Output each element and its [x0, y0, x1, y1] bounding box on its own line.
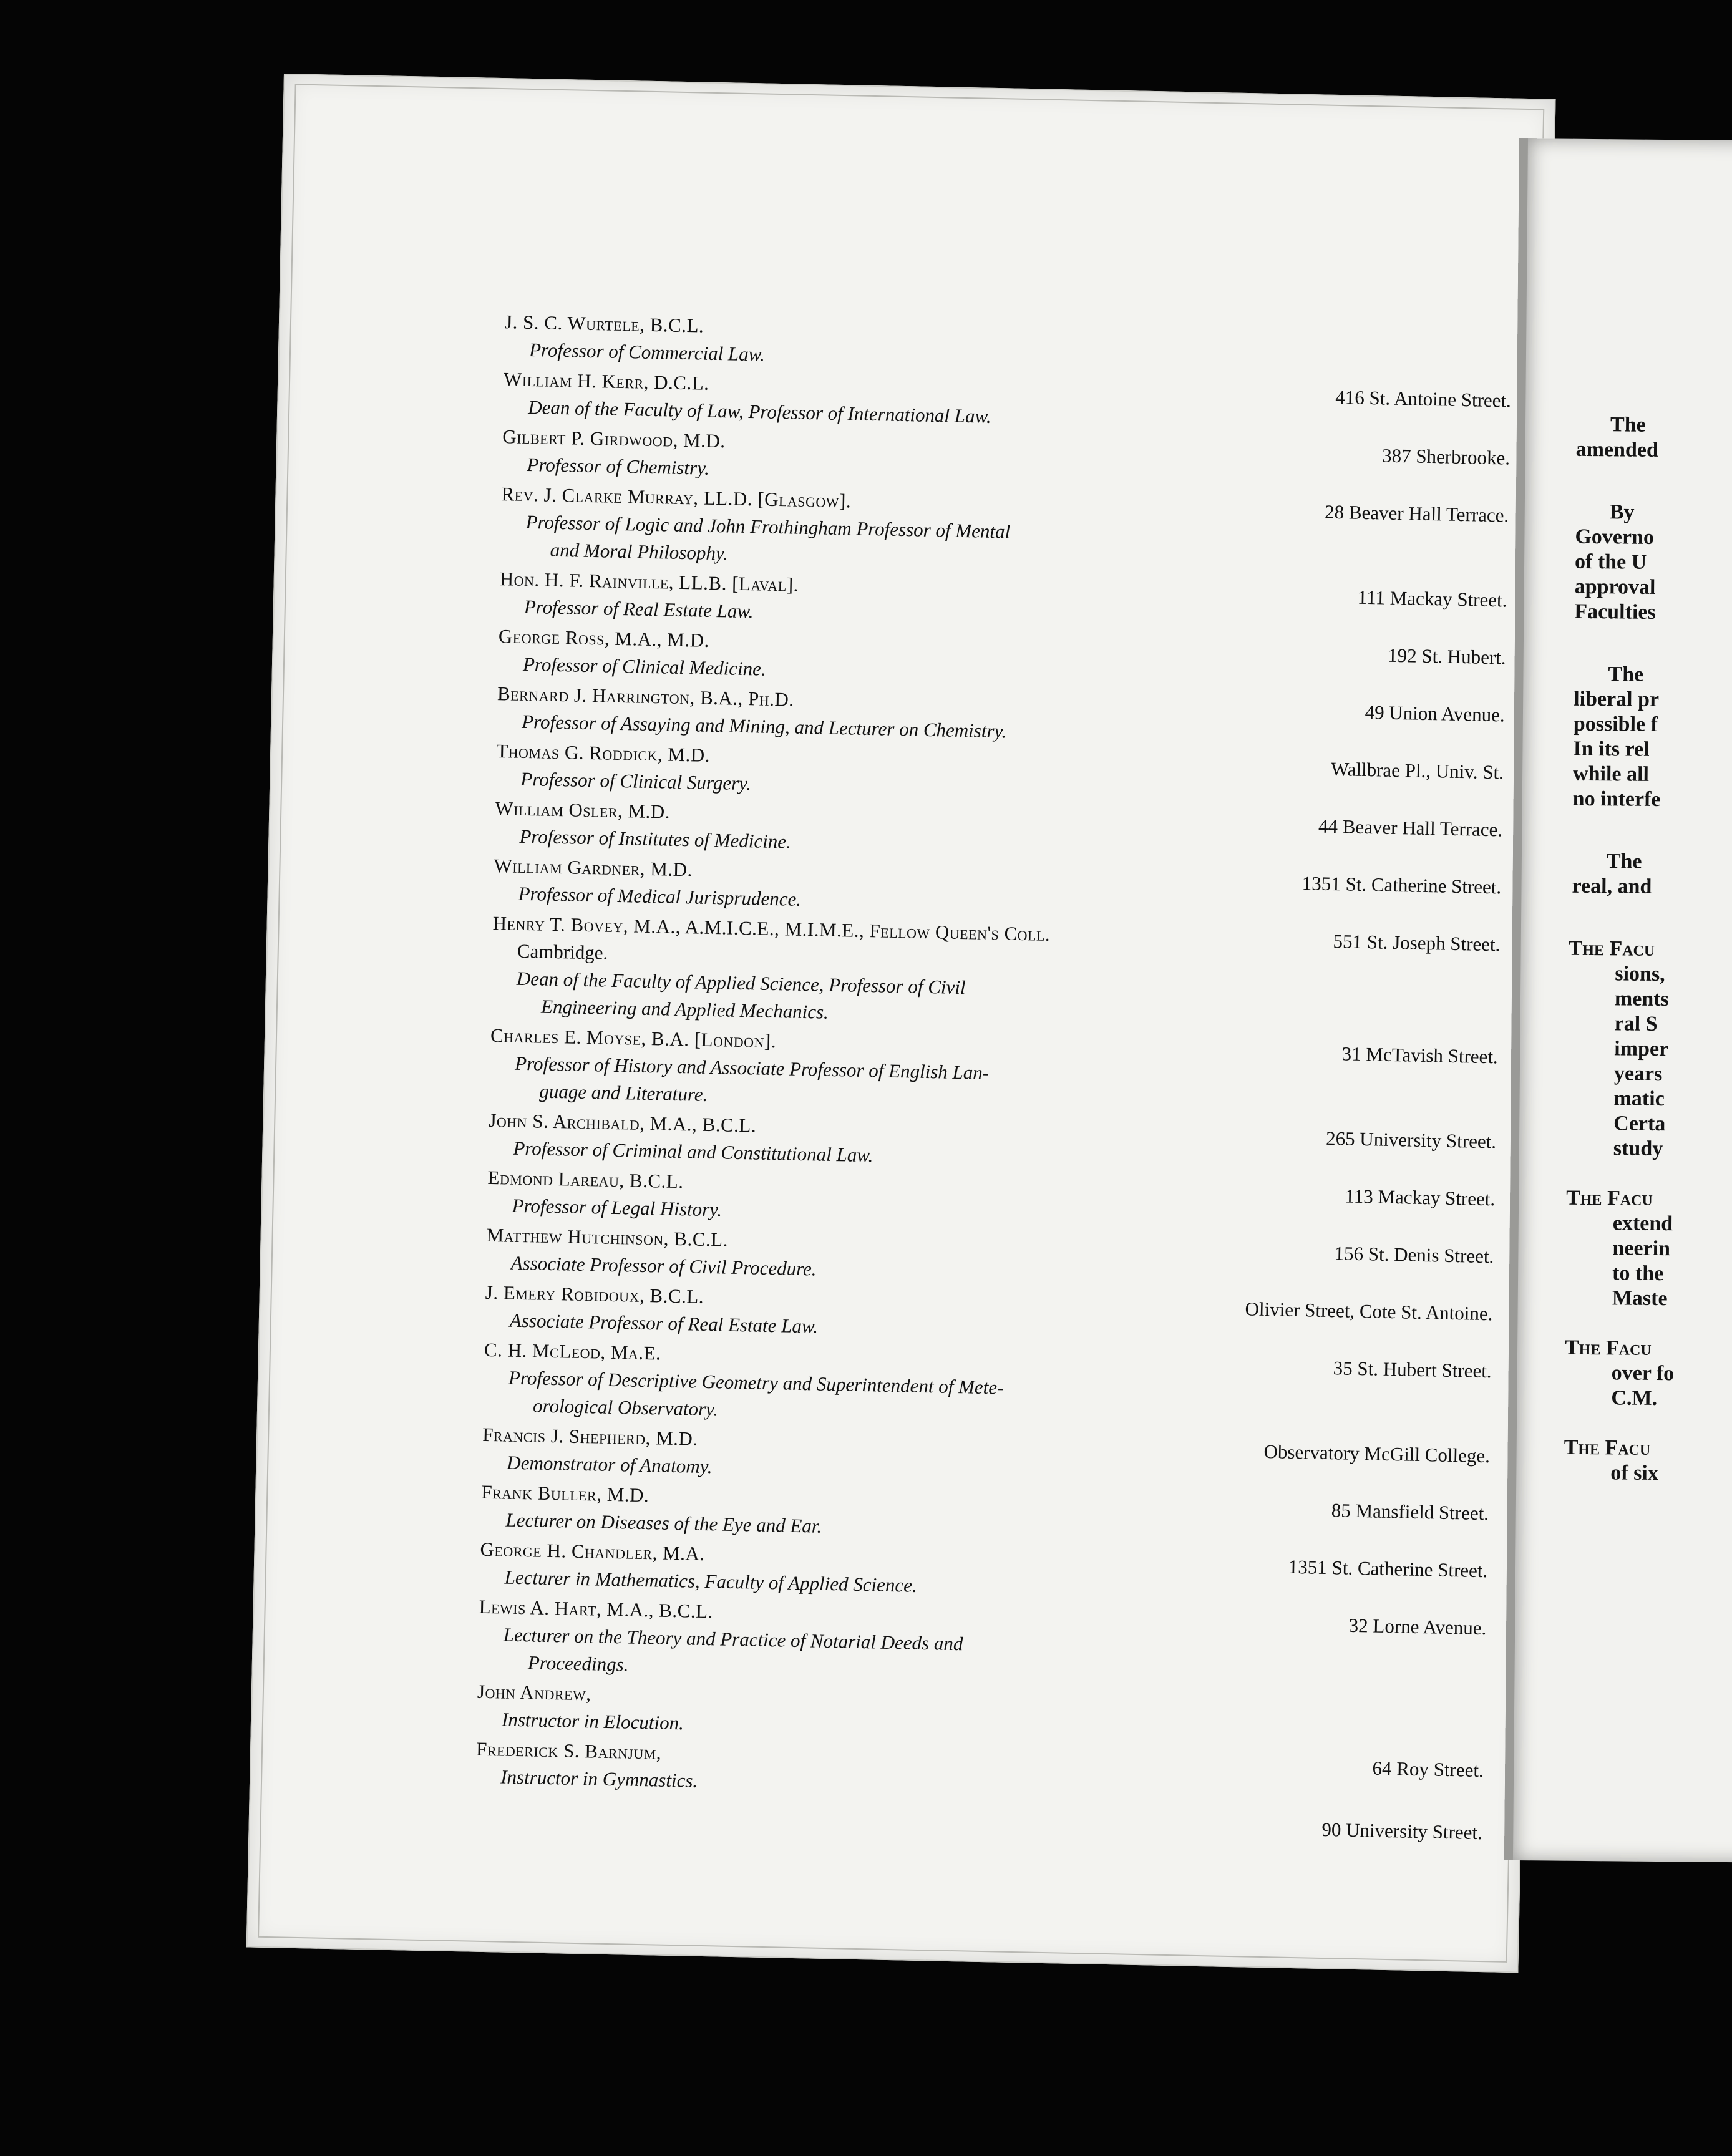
faculty-title: Lecturer in Mathematics, Faculty of Applied Science. — [504, 1566, 918, 1596]
right-page-line: Governo — [1575, 525, 1655, 549]
faculty-name: Frederick S. Barnjum, — [475, 1737, 662, 1764]
right-page-line: to the — [1612, 1261, 1664, 1286]
right-page-line: ral S — [1614, 1012, 1658, 1036]
faculty-name: Frank Buller, M.D. — [481, 1480, 650, 1507]
faculty-name: Edmond Lareau, B.C.L. — [487, 1166, 684, 1193]
faculty-title: Associate Professor of Real Estate Law. — [509, 1309, 819, 1338]
faculty-address: 64 Roy Street. — [1372, 1757, 1484, 1782]
faculty-name-continuation: Cambridge. — [517, 940, 608, 964]
faculty-title: Lecturer on the Theory and Practice of Notarial Deeds and — [503, 1623, 963, 1655]
right-page-line: ments — [1614, 987, 1670, 1011]
faculty-title: Professor of History and Associate Professor of English Lan- — [514, 1052, 990, 1084]
right-page-line: possible f — [1573, 712, 1658, 736]
right-page-line: over fo — [1611, 1361, 1675, 1386]
right-page-line: The Facu — [1568, 936, 1655, 961]
faculty-name: Bernard J. Harrington, B.A., Ph.D. — [497, 682, 794, 711]
faculty-name: Rev. J. Clarke Murray, LL.D. [Glasgow]. — [501, 483, 852, 512]
faculty-name: John Andrew, — [477, 1680, 591, 1705]
faculty-name: Francis J. Shepherd, M.D. — [482, 1423, 698, 1450]
faculty-title: Professor of Legal History. — [512, 1194, 722, 1221]
faculty-address: 31 McTavish Street. — [1341, 1042, 1499, 1068]
faculty-name: Henry T. Bovey, M.A., A.M.I.C.E., M.I.M.E., Fellow Queen's Coll. — [492, 911, 1051, 945]
faculty-title: Professor of Medical Jurisprudence. — [518, 882, 802, 910]
faculty-name: George Ross, M.A., M.D. — [498, 625, 710, 651]
faculty-address: 90 University Street. — [1321, 1818, 1483, 1844]
faculty-address: Observatory McGill College. — [1263, 1440, 1491, 1467]
right-page — [1504, 138, 1732, 1862]
faculty-title: Engineering and Applied Mechanics. — [540, 995, 829, 1023]
faculty-title: Professor of Chemistry. — [527, 453, 710, 479]
page-border — [258, 84, 1544, 1963]
faculty-address: 32 Lorne Avenue. — [1348, 1614, 1487, 1639]
right-page-line: Maste — [1612, 1286, 1668, 1311]
right-page-line: The Facu — [1564, 1336, 1652, 1360]
right-page-line: of six — [1610, 1461, 1658, 1485]
faculty-name: William H. Kerr, D.C.L. — [503, 368, 709, 394]
right-page-line: real, and — [1572, 874, 1652, 898]
right-page-line: approval — [1574, 575, 1656, 599]
faculty-name: J. S. C. Wurtele, B.C.L. — [504, 311, 704, 337]
right-page-line: of the U — [1574, 550, 1647, 574]
faculty-name: George H. Chandler, M.A. — [480, 1538, 705, 1565]
faculty-address: 44 Beaver Hall Terrace. — [1318, 815, 1503, 841]
faculty-address: 1351 St. Catherine Street. — [1288, 1555, 1488, 1582]
faculty-address: 387 Sherbrooke. — [1381, 444, 1511, 469]
faculty-name: Lewis A. Hart, M.A., B.C.L. — [479, 1595, 714, 1623]
right-page-line: The — [1610, 413, 1646, 437]
faculty-title: Professor of Real Estate Law. — [523, 595, 754, 623]
right-page-text — [1519, 138, 1732, 1485]
faculty-title: guage and Literature. — [538, 1080, 708, 1105]
faculty-name: William Osler, M.D. — [495, 797, 671, 823]
faculty-address: 1351 St. Catherine Street. — [1301, 872, 1502, 898]
faculty-title: Instructor in Gymnastics. — [500, 1765, 698, 1792]
faculty-address: 156 St. Denis Street. — [1334, 1242, 1494, 1268]
faculty-title: Proceedings. — [527, 1651, 629, 1676]
right-page-line: The — [1606, 850, 1642, 873]
faculty-title: Instructor in Elocution. — [501, 1708, 684, 1734]
right-page-line: years — [1613, 1062, 1663, 1086]
right-page-line: Faculties — [1574, 600, 1656, 624]
right-page-line: amended — [1575, 437, 1659, 462]
left-page — [246, 74, 1556, 1973]
right-page-line: sions, — [1615, 962, 1665, 986]
faculty-address: Olivier Street, Cote St. Antoine. — [1245, 1298, 1493, 1325]
faculty-address: Wallbrae Pl., Univ. St. — [1330, 757, 1504, 784]
faculty-title: Professor of Logic and John Frothingham Professor of Mental — [525, 510, 1011, 543]
faculty-address: 416 St. Antoine Street. — [1335, 386, 1512, 412]
right-page-line: neerin — [1612, 1236, 1671, 1261]
right-page-line: By — [1609, 500, 1635, 524]
faculty-title: Professor of Criminal and Constitutional Law. — [513, 1137, 873, 1167]
right-page-line: study — [1613, 1137, 1663, 1161]
faculty-title: Professor of Clinical Surgery. — [520, 767, 752, 795]
faculty-title: Associate Professor of Civil Procedure. — [510, 1251, 817, 1280]
faculty-title: Professor of Commercial Law. — [528, 338, 766, 366]
faculty-title: Dean of the Faculty of Applied Science, Professor of Civil — [516, 967, 966, 999]
faculty-address: 192 St. Hubert. — [1387, 644, 1506, 669]
faculty-name: John S. Archibald, M.A., B.C.L. — [489, 1109, 757, 1137]
faculty-address: 28 Beaver Hall Terrace. — [1324, 500, 1509, 527]
right-page-line: imper — [1614, 1037, 1669, 1061]
faculty-address: 113 Mackay Street. — [1345, 1185, 1496, 1210]
faculty-address: 111 Mackay Street. — [1357, 586, 1507, 611]
faculty-address: 85 Mansfield Street. — [1331, 1499, 1489, 1525]
faculty-address: 49 Union Avenue. — [1365, 701, 1506, 726]
faculty-name: Charles E. Moyse, B.A. [London]. — [490, 1024, 777, 1052]
right-page-line: The Facu — [1566, 1186, 1653, 1210]
faculty-name: Matthew Hutchinson, B.C.L. — [486, 1223, 729, 1251]
faculty-address: 35 St. Hubert Street. — [1333, 1357, 1492, 1382]
right-page-line: no interfe — [1572, 787, 1661, 812]
faculty-address: 265 University Street. — [1325, 1127, 1497, 1153]
faculty-name: C. H. McLeod, Ma.E. — [484, 1338, 661, 1364]
faculty-title: Dean of the Faculty of Law, Professor of International Law. — [528, 396, 992, 427]
faculty-title: Lecturer on Diseases of the Eye and Ear. — [505, 1508, 822, 1537]
faculty-title: Demonstrator of Anatomy. — [507, 1451, 713, 1478]
right-page-line: C.M. — [1611, 1386, 1658, 1411]
faculty-title: and Moral Philosophy. — [550, 538, 729, 565]
faculty-name: Thomas G. Roddick, M.D. — [495, 740, 711, 766]
faculty-title: Professor of Institutes of Medicine. — [519, 825, 792, 853]
faculty-name: J. Emery Robidoux, B.C.L. — [485, 1281, 704, 1308]
faculty-title: Professor of Assaying and Mining, and Lecturer on Chemistry. — [521, 710, 1007, 742]
right-page-line: matic — [1613, 1087, 1665, 1111]
right-page-line: The — [1608, 663, 1644, 686]
faculty-name: Gilbert P. Girdwood, M.D. — [502, 425, 726, 452]
faculty-title: Professor of Clinical Medicine. — [522, 653, 767, 680]
faculty-title: Professor of Descriptive Geometry and Superintendent of Mete- — [508, 1366, 1004, 1399]
faculty-address: 551 St. Joseph Street. — [1333, 930, 1501, 956]
right-page-line: while all — [1572, 762, 1650, 786]
right-page-line: liberal pr — [1574, 687, 1660, 711]
right-page-line: The Facu — [1564, 1435, 1651, 1460]
right-page-line: extend — [1612, 1212, 1673, 1236]
right-page-line: In its rel — [1573, 737, 1650, 761]
right-page-line: Certa — [1613, 1112, 1666, 1136]
faculty-name: William Gardner, M.D. — [494, 855, 693, 881]
faculty-name: Hon. H. F. Rainville, LL.B. [Laval]. — [499, 568, 799, 596]
faculty-title: orological Observatory. — [532, 1394, 719, 1420]
